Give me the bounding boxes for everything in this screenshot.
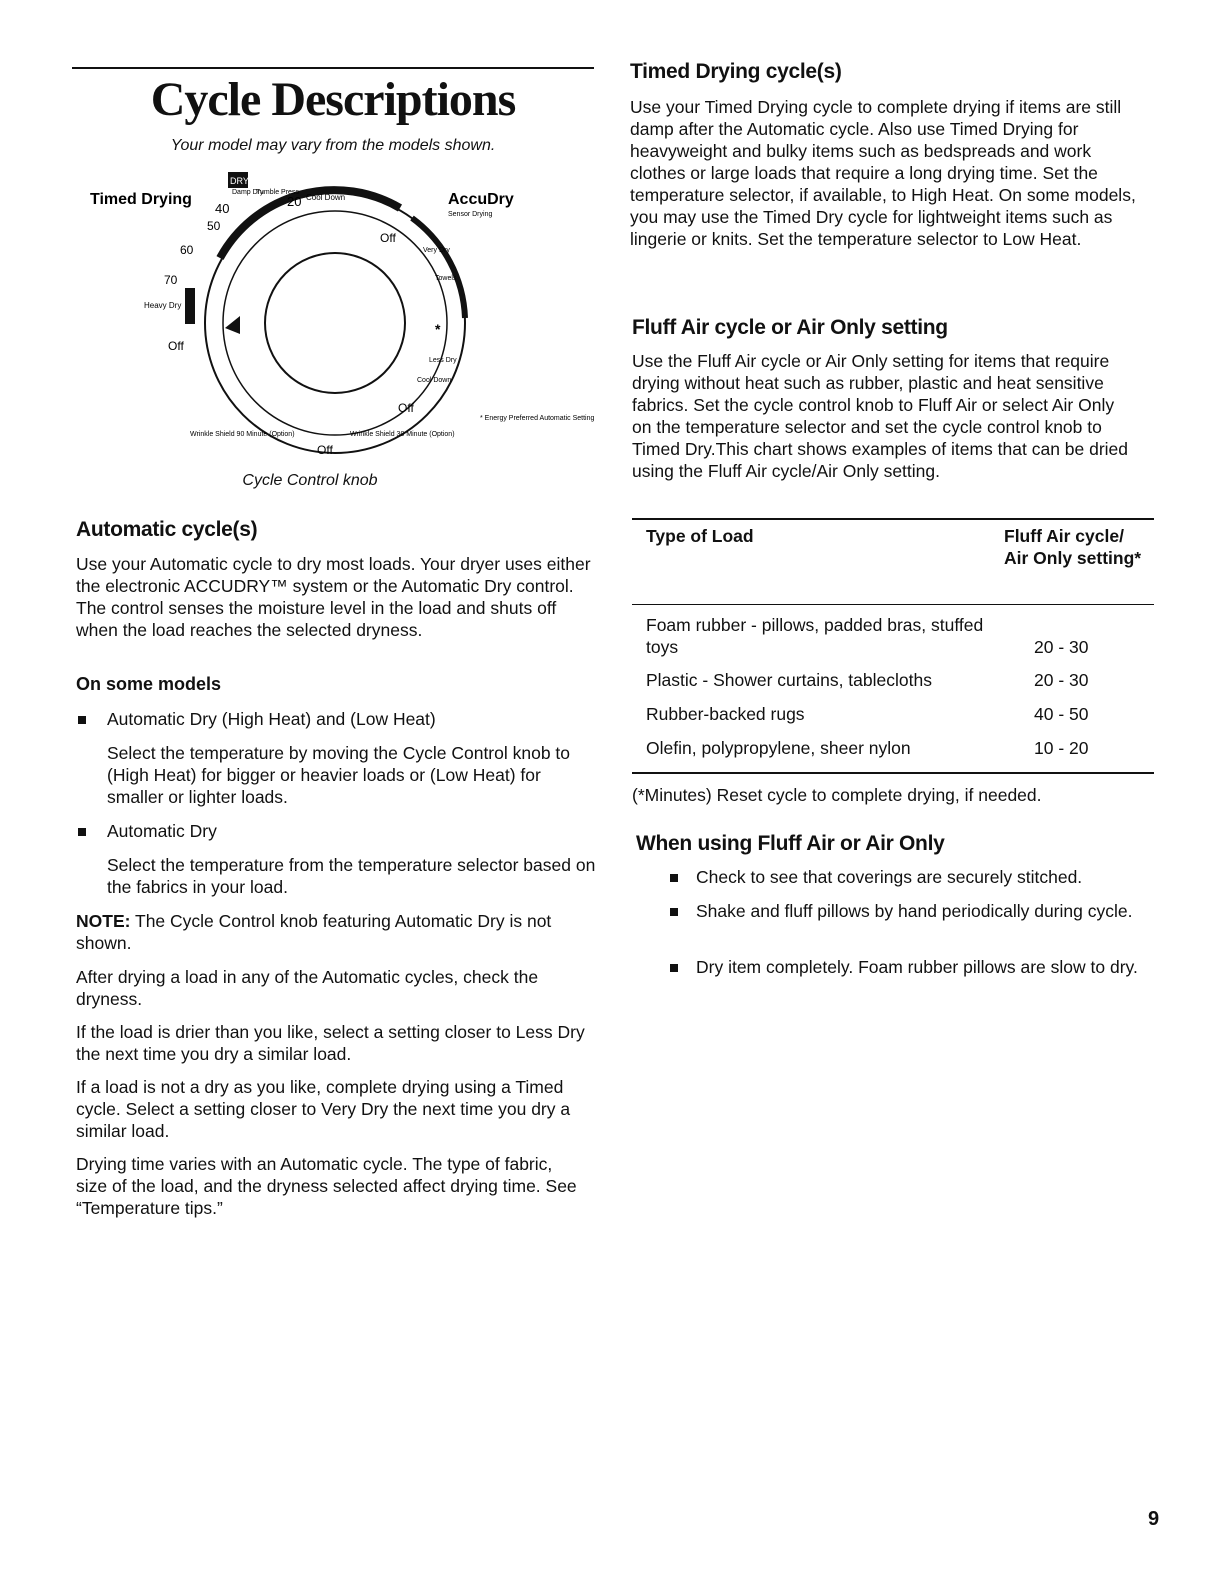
label-heavy-dry: Heavy Dry xyxy=(144,301,182,310)
label-60: 60 xyxy=(180,243,194,257)
para-not-dry: If a load is not a dry as you like, complete drying using a Timed cycle. Select a setting closer to Very Dry the next time you dry a similar load. xyxy=(76,1077,571,1141)
label-cool-down-top: Cool Down xyxy=(306,193,346,202)
bullet-marker xyxy=(670,908,678,916)
label-40: 40 xyxy=(215,201,230,216)
when-using-bullet: Shake and fluff pillows by hand periodically during cycle. xyxy=(696,901,1133,921)
para-after-drying: After drying a load in any of the Automatic cycles, check the dryness. xyxy=(76,967,539,1009)
bullet2-text: Select the temperature from the temperature selector based on the fabrics in your load. xyxy=(107,855,596,897)
label-very-dry: Very Dry xyxy=(423,247,450,254)
knob-svg xyxy=(80,168,600,478)
label-70: 70 xyxy=(164,273,178,287)
label-wrinkle-right: Wrinkle Shield 30 Minute (Option) xyxy=(350,431,455,438)
label-cool-down-right: Cool Down xyxy=(417,377,452,384)
cycle-control-knob-diagram xyxy=(80,168,600,498)
knob-heavy-dry-marker xyxy=(185,288,195,324)
table-header-fluff-air: Fluff Air cycle/ Air Only setting* xyxy=(1004,526,1142,568)
page-subtitle: Your model may vary from the models shown. xyxy=(170,137,496,154)
label-off-top-right: Off xyxy=(380,231,396,245)
table-row-minutes: 40 - 50 xyxy=(1034,704,1089,724)
table-top-rule xyxy=(632,518,1154,520)
table-row-minutes: 10 - 20 xyxy=(1034,738,1089,758)
label-off-left: Off xyxy=(168,339,184,353)
timed-text: Use your Timed Drying cycle to complete drying if items are still damp after the Automatic cycle. Also use Timed Drying for heavyweight and bulky items such as bedspreads and work clothes or large loads that require a long drying time. Set the temperature selector, if available, to High Heat. On some models, you may use the Timed Dry cycle for lightweight items such as lingerie or knits. Set the temperature selector to Low Heat. xyxy=(630,97,1136,249)
title-rule xyxy=(72,67,594,69)
note-paragraph xyxy=(76,910,598,954)
label-less-dry: Less Dry xyxy=(429,357,457,364)
bullet-marker xyxy=(78,716,86,724)
label-star: * xyxy=(435,321,441,337)
para-drying-time-varies: Drying time varies with an Automatic cycle. The type of fabric, size of the load, and the dryness selected affect drying time. See “Temperature tips.” xyxy=(76,1154,577,1218)
label-tumble-press: Tumble Press xyxy=(256,189,299,196)
page-title: Cycle Descriptions xyxy=(150,73,516,126)
label-energy-preferred: * Energy Preferred Automatic Setting xyxy=(480,415,595,422)
when-using-heading: When using Fluff Air or Air Only xyxy=(636,832,945,855)
table-row-minutes: 20 - 30 xyxy=(1034,637,1089,657)
label-sensor-drying: Sensor Drying xyxy=(448,211,493,218)
label-timed-drying: Timed Drying xyxy=(90,191,192,208)
label-50: 50 xyxy=(207,219,221,233)
table-row-load: Plastic - Shower curtains, tablecloths xyxy=(646,670,932,690)
automatic-heading: Automatic cycle(s) xyxy=(76,518,258,541)
label-accudry: AccuDry xyxy=(448,191,514,208)
table-row-load: Olefin, polypropylene, sheer nylon xyxy=(646,738,911,758)
table-row-load: Rubber-backed rugs xyxy=(646,704,805,724)
label-towels: Towels xyxy=(435,275,457,282)
bullet1-text: Select the temperature by moving the Cycle Control knob to (High Heat) for bigger or heavier loads or (Low Heat) for smaller or lighter loads. xyxy=(107,743,571,807)
table-bottom-rule xyxy=(632,772,1154,774)
table-row-minutes: 20 - 30 xyxy=(1034,670,1089,690)
note-text: The Cycle Control knob featuring Automatic Dry is not shown. xyxy=(76,911,552,953)
label-20: 20 xyxy=(287,194,302,209)
note-label: NOTE: xyxy=(76,911,131,931)
bullet-marker xyxy=(670,964,678,972)
label-damp-dry: Damp Dry xyxy=(232,189,264,196)
table-header-rule xyxy=(632,604,1154,605)
fluff-text: Use the Fluff Air cycle or Air Only setting for items that require drying without heat such as rubber, plastic and heat sensitive fabrics. Set the cycle control knob to Fluff Air or select Air Only on the temperature selector and set the cycle control knob to Timed Dry.This chart shows examples of items that can be dried using the Fluff Air cycle/Air Only setting. xyxy=(632,351,1129,481)
table-header-type-of-load: Type of Load xyxy=(646,526,754,546)
bullet2-title: Automatic Dry xyxy=(107,821,217,841)
when-using-bullet: Dry item completely. Foam rubber pillows are slow to dry. xyxy=(696,957,1138,977)
bullet-marker xyxy=(670,874,678,882)
page-number: 9 xyxy=(1148,1508,1160,1530)
knob-pointer xyxy=(225,316,240,334)
bullet-marker xyxy=(78,828,86,836)
fluff-heading: Fluff Air cycle or Air Only setting xyxy=(632,316,948,339)
para-drier: If the load is drier than you like, select a setting closer to Less Dry the next time you dry a similar load. xyxy=(76,1022,585,1064)
some-models-heading: On some models xyxy=(76,674,222,694)
label-dryel: DRYEL xyxy=(230,176,260,186)
label-wrinkle-left: Wrinkle Shield 90 Minute (Option) xyxy=(190,431,295,438)
knob-caption: Cycle Control knob xyxy=(242,472,378,489)
timed-heading: Timed Drying cycle(s) xyxy=(630,60,842,83)
automatic-intro: Use your Automatic cycle to dry most loads. Your dryer uses either the electronic ACCUDRY™ system or the Automatic Dry control. The control senses the moisture level in the load and shuts off when the load reaches the selected dryness. xyxy=(76,554,591,640)
knob-thick-arc-right xyxy=(412,218,465,318)
label-off-bottom: Off xyxy=(317,443,333,457)
bullet1-title: Automatic Dry (High Heat) and (Low Heat) xyxy=(107,709,436,729)
table-row-load: Foam rubber - pillows, padded bras, stuffed toys xyxy=(646,615,984,657)
table-footnote: (*Minutes) Reset cycle to complete drying, if needed. xyxy=(632,785,1042,805)
label-off-right: Off xyxy=(398,401,414,415)
knob-inner-ring xyxy=(265,253,405,393)
when-using-bullet: Check to see that coverings are securely stitched. xyxy=(696,867,1083,887)
